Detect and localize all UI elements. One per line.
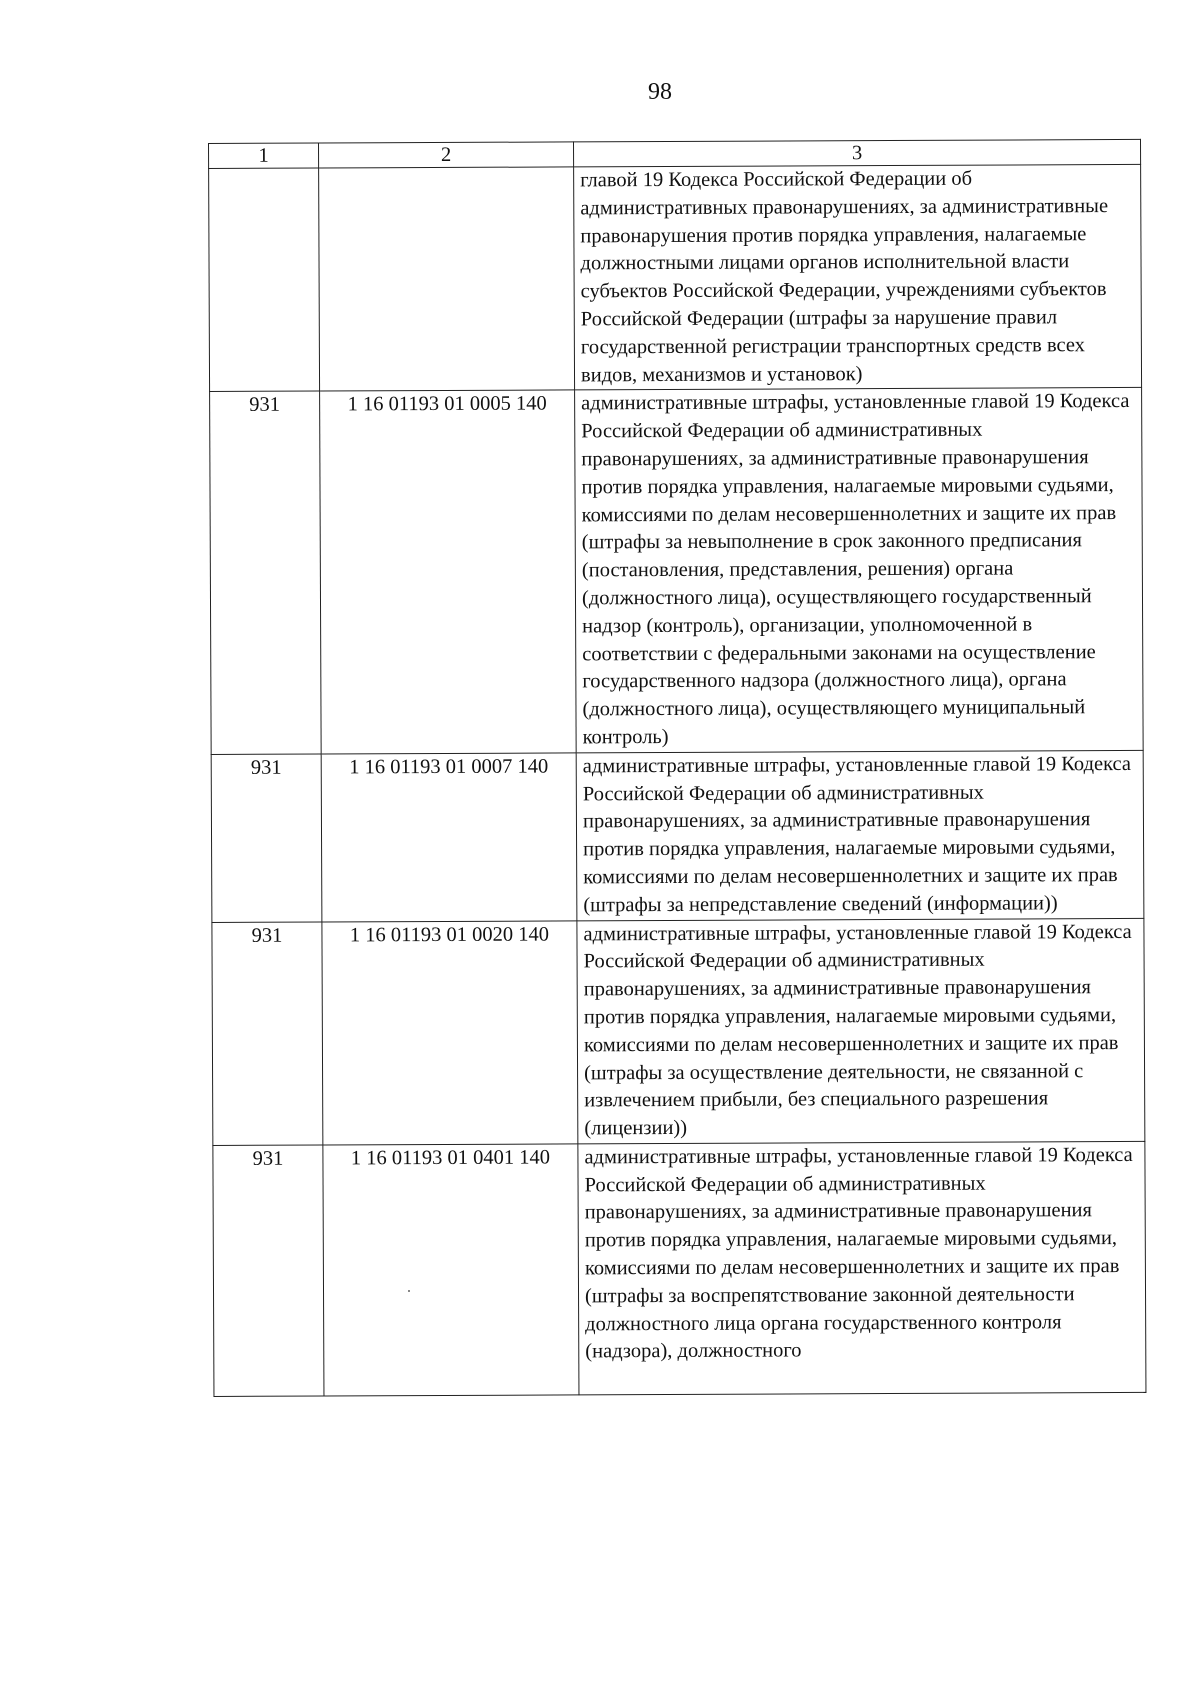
column-header-1: 1 (209, 143, 319, 168)
income-name-cell: административные штрафы, установленные главой 19 Кодекса Российской Федерации об административных правонарушениях, за административные правонарушения против порядка управления, налагаемые мировыми судьями, комиссиями по делам несовершеннолетних и защите их прав (штрафы за воспрепятствование законной деятельности должностного лица органа государственного контроля (надзора), должностного (578, 1141, 1146, 1394)
table-row (209, 164, 1142, 391)
kbk-code-cell (319, 167, 575, 391)
table-row (210, 388, 1144, 754)
column-header-2: 2 (319, 142, 574, 168)
income-name-cell: административные штрафы, установленные главой 19 Кодекса Российской Федерации об административных правонарушениях, за административные правонарушения против порядка управления, налагаемые мировыми судьями, комиссиями по делам несовершеннолетних и защите их прав (штрафы за осуществление деятельности, не связанной с извлечением прибыли, без специального разрешения (лицензии)) (577, 918, 1145, 1144)
admin-code-cell: 931 (213, 1145, 324, 1396)
page-number: 98 (648, 79, 672, 105)
column-header-3: 3 (573, 139, 1140, 166)
income-name-cell: административные штрафы, установленные главой 19 Кодекса Российской Федерации об административных правонарушениях, за административные правонарушения против порядка управления, налагаемые мировыми судьями, комиссиями по делам несовершеннолетних и защите их прав (штрафы за непредставление сведений (информации)) (576, 750, 1144, 920)
admin-code-cell (209, 168, 320, 392)
kbk-code-cell: 1 16 01193 01 0005 140 (320, 390, 577, 753)
kbk-table (208, 139, 1146, 1397)
table-row (213, 1141, 1146, 1396)
scan-speck (408, 1290, 410, 1292)
income-name-cell: главой 19 Кодекса Российской Федерации об административных правонарушениях, за административные правонарушения против порядка управления, налагаемые должностными лицами органов исполнительной власти субъектов Российской Федерации, учреждениями субъектов Российской Федерации (штрафы за нарушение правил государственной регистрации транспортных средств всех видов, механизмов и установок) (574, 164, 1142, 390)
table-body (209, 164, 1146, 1396)
table-row (211, 750, 1144, 922)
admin-code-cell: 931 (212, 922, 323, 1146)
kbk-code-cell: 1 16 01193 01 0401 140 (323, 1144, 579, 1396)
income-name-cell: административные штрафы, установленные главой 19 Кодекса Российской Федерации об административных правонарушениях, за административные правонарушения против порядка управления, налагаемые мировыми судьями, комиссиями по делам несовершеннолетних и защите их прав (штрафы за невыполнение в срок законного предписания (постановления, представления, решения) органа (должностного лица), осуществляющего государственный надзор (контроль), организации, уполномоченной в соответствии с федеральными законами на осуществление государственного надзора (должностного лица), органа (должностного лица), осуществляющего муниципальный контроль) (575, 388, 1144, 753)
admin-code-cell: 931 (210, 391, 322, 754)
kbk-code-cell: 1 16 01193 01 0020 140 (322, 920, 578, 1144)
admin-code-cell: 931 (211, 754, 322, 922)
kbk-code-cell: 1 16 01193 01 0007 140 (321, 753, 577, 922)
table-row (212, 918, 1145, 1145)
